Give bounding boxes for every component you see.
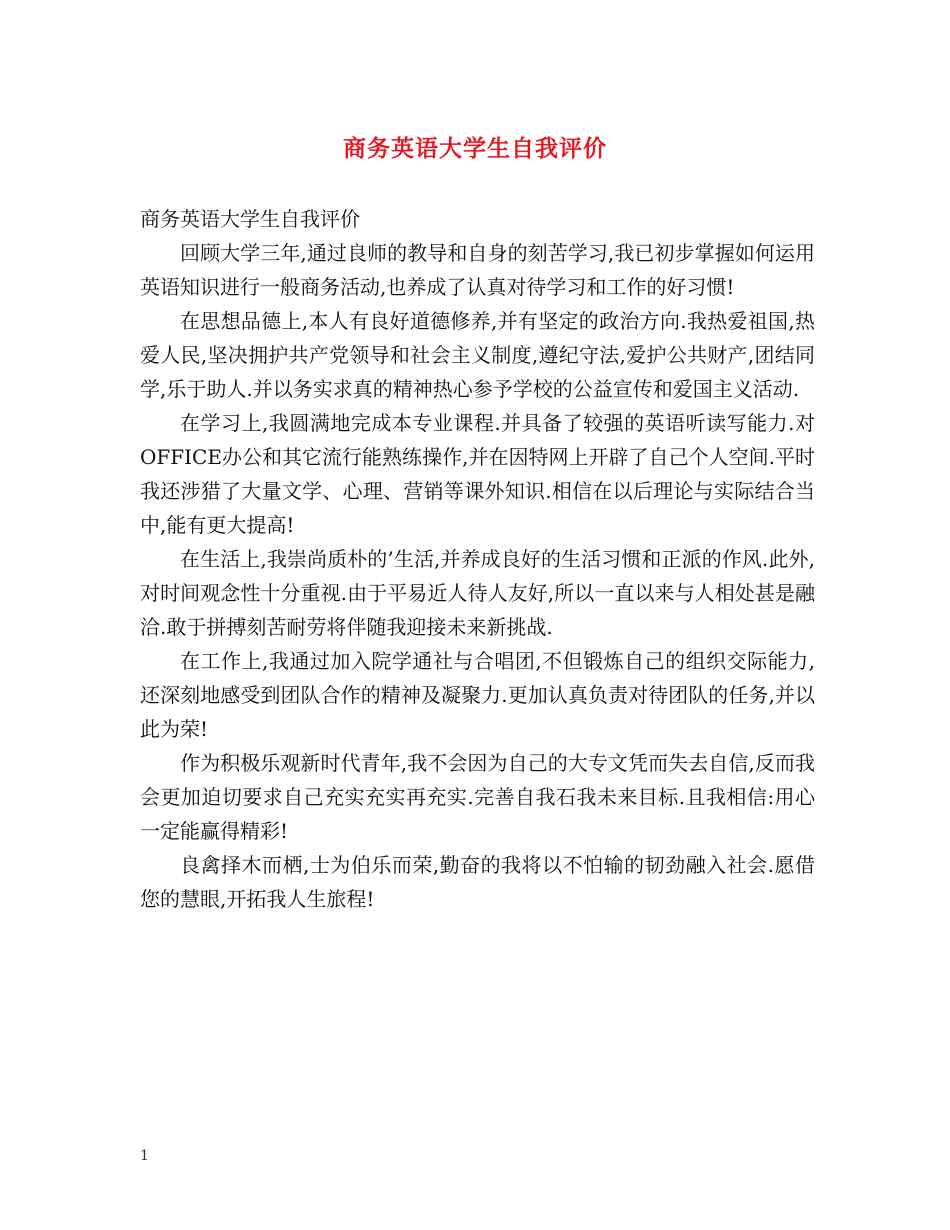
paragraph-work: 在工作上,我通过加入院学通社与合唱团,不但锻炼自己的组织交际能力,还深刻地感受到团队合作的精神及凝聚力.更加认真负责对待团队的任务,并以此为荣! bbox=[140, 649, 815, 741]
page-number: 1 bbox=[140, 1148, 149, 1164]
document-title: 商务英语大学生自我评价 bbox=[343, 135, 607, 162]
paragraph-study: 在学习上,我圆满地完成本专业课程.并具备了较强的英语听读写能力.对OFFICE办公和其它流行能熟练操作,并在因特网上开辟了自己个人空间.平时我还涉猎了大量文学、心理、营销等课外知识.相信在以后理论与实际结合当中,能有更大提高! bbox=[140, 411, 815, 537]
document-body bbox=[140, 202, 815, 916]
paragraph-closing: 良禽择木而栖,士为伯乐而荣,勤奋的我将以不怕输的韧劲融入社会.愿借您的慧眼,开拓我人生旅程! bbox=[140, 853, 815, 911]
paragraph-life: 在生活上,我崇尚质朴的’生活,并养成良好的生活习惯和正派的作风.此外,对时间观念性十分重视.由于平易近人待人友好,所以一直以来与人相处甚是融洽.敢于拼搏刻苦耐劳将伴随我迎接未来新挑战. bbox=[140, 547, 815, 639]
paragraph-review: 回顾大学三年,通过良师的教导和自身的刻苦学习,我已初步掌握如何运用英语知识进行一般商务活动,也养成了认真对待学习和工作的好习惯! bbox=[140, 241, 815, 299]
paragraph-morality: 在思想品德上,本人有良好道德修养,并有坚定的政治方向.我热爱祖国,热爱人民,坚决拥护共产党领导和社会主义制度,遵纪守法,爱护公共财产,团结同学,乐于助人.并以务实求真的精神热心参予学校的公益宣传和爱国主义活动. bbox=[140, 309, 815, 401]
paragraph-confidence: 作为积极乐观新时代青年,我不会因为自己的大专文凭而失去自信,反而我会更加迫切要求自己充实充实再充实.完善自我石我未来目标.且我相信:用心一定能赢得精彩! bbox=[140, 751, 815, 843]
body-heading: 商务英语大学生自我评价 bbox=[140, 207, 360, 231]
